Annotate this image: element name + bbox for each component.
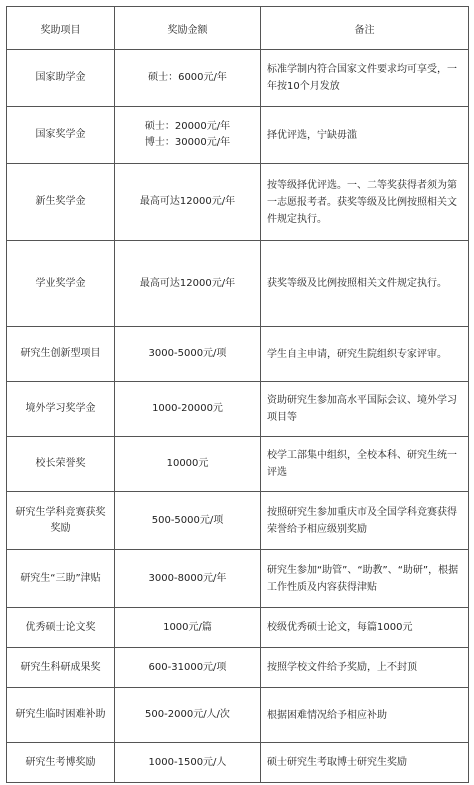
table-row	[7, 437, 469, 492]
note-cell: 校级优秀硕士论文，每篇1000元	[261, 608, 469, 648]
amount-cell: 3000-5000元/项	[115, 327, 261, 382]
note-cell: 标准学制内符合国家文件要求均可享受，一年按10个月发放	[261, 50, 469, 107]
table-row	[7, 688, 469, 743]
table-row	[7, 492, 469, 550]
project-cell: 研究生学科竞赛获奖奖励	[7, 492, 115, 550]
amount-cell: 最高可达12000元/年	[115, 241, 261, 327]
note-cell: 校学工部集中组织，全校本科、研究生统一评选	[261, 437, 469, 492]
table-row	[7, 608, 469, 648]
note-cell: 按等级择优评选。一、二等奖获得者须为第一志愿报考者。获奖等级及比例按照相关文件规定执行。	[261, 164, 469, 241]
amount-cell: 1000-1500元/人	[115, 743, 261, 783]
amount-cell: 1000元/篇	[115, 608, 261, 648]
amount-cell: 500-5000元/项	[115, 492, 261, 550]
project-cell: 研究生临时困难补助	[7, 688, 115, 743]
project-cell: 研究生考博奖励	[7, 743, 115, 783]
project-cell: 校长荣誉奖	[7, 437, 115, 492]
amount-line: 博士：30000元/年	[144, 137, 231, 148]
project-cell: 研究生“三助”津贴	[7, 550, 115, 608]
amount-cell: 硕士：6000元/年	[115, 50, 261, 107]
note-cell: 根据困难情况给予相应补助	[261, 688, 469, 743]
note-cell: 硕士研究生考取博士研究生奖励	[261, 743, 469, 783]
table-row	[7, 648, 469, 688]
amount-cell: 3000-8000元/年	[115, 550, 261, 608]
project-cell: 研究生创新型项目	[7, 327, 115, 382]
project-cell: 研究生科研成果奖	[7, 648, 115, 688]
project-cell: 境外学习奖学金	[7, 382, 115, 437]
table-row	[7, 241, 469, 327]
table-row	[7, 743, 469, 783]
note-cell: 择优评选，宁缺毋滥	[261, 107, 469, 164]
amount-cell: 600-31000元/项	[115, 648, 261, 688]
table-row	[7, 164, 469, 241]
header-project: 奖助项目	[7, 7, 115, 50]
header-amount: 奖励金额	[115, 7, 261, 50]
header-note: 备注	[261, 7, 469, 50]
note-cell: 资助研究生参加高水平国际会议、境外学习项目等	[261, 382, 469, 437]
amount-cell: 最高可达12000元/年	[115, 164, 261, 241]
amount-line: 硕士：20000元/年	[144, 121, 231, 132]
note-cell: 按照研究生参加重庆市及全国学科竞赛获得荣誉给予相应级别奖励	[261, 492, 469, 550]
header-row	[7, 7, 469, 50]
scholarship-table	[6, 6, 469, 783]
amount-cell: 1000-20000元	[115, 382, 261, 437]
note-cell: 获奖等级及比例按照相关文件规定执行。	[261, 241, 469, 327]
amount-cell: 500-2000元/人/次	[115, 688, 261, 743]
project-cell: 学业奖学金	[7, 241, 115, 327]
table-row	[7, 107, 469, 164]
project-cell: 新生奖学金	[7, 164, 115, 241]
table-row	[7, 50, 469, 107]
project-cell: 优秀硕士论文奖	[7, 608, 115, 648]
table-row	[7, 327, 469, 382]
note-cell: 研究生参加“助管”、“助教”、“助研”，根据工作性质及内容获得津贴	[261, 550, 469, 608]
amount-cell	[115, 107, 261, 164]
project-cell: 国家助学金	[7, 50, 115, 107]
project-cell: 国家奖学金	[7, 107, 115, 164]
table-row	[7, 550, 469, 608]
table-row	[7, 382, 469, 437]
note-cell: 学生自主申请，研究生院组织专家评审。	[261, 327, 469, 382]
note-cell: 按照学校文件给予奖励，上不封顶	[261, 648, 469, 688]
amount-cell: 10000元	[115, 437, 261, 492]
